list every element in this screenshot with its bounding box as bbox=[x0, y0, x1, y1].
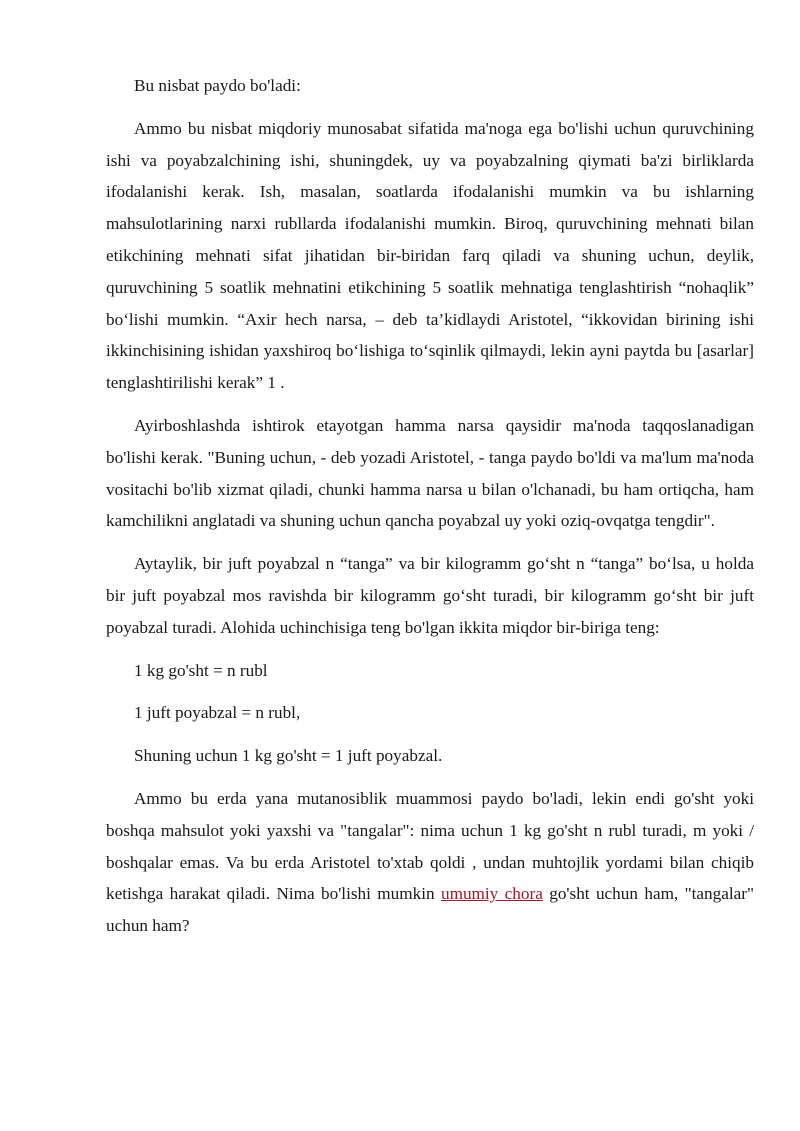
paragraph-text-before-link: Ammo bu erda yana mutanosiblik muammosi paydo bo'ladi, lekin endi go'sht yoki boshqa mahsulot yoki yaxshi va "tangalar": nima uchun 1 kg go'sht n rubl turadi, m yoki / boshqalar emas. Va bu erda Aristotel to'xtab qoldi , undan muhtojlik yordami bilan chiqib ketishga harakat qiladi. Nima bo'lishi mumkin bbox=[106, 788, 754, 904]
equation-shoes: 1 juft poyabzal = n rubl, bbox=[134, 703, 301, 723]
paragraph-exchange: Ayirboshlashda ishtirok etayotgan hamma narsa qaysidir ma'noda taqqoslanadigan bo'lishi kerak. "Buning uchun, - deb yozadi Aristotel, - tanga paydo bo'ldi va ma'lum ma'noda vositachi bo'lib xizmat qiladi, chunki hamma narsa u bilan o'lchanadi, bu ham ortiqcha, ham kamchilikni anglatadi va shuning uchun qancha poyabzal uy yoki oziq-ovqatga tengdir". bbox=[106, 415, 754, 531]
equation-meat: 1 kg go'sht = n rubl bbox=[134, 660, 268, 680]
paragraph-intro: Bu nisbat paydo bo'ladi: bbox=[134, 76, 301, 95]
paragraph-aristotle-labor: Ammo bu nisbat miqdoriy munosabat sifatida ma'noga ega bo'lishi uchun quruvchining ishi va poyabzalchining ishi, shuningdek, uy va poyabzalning qiymati ba'zi birliklarda ifodalanishi kerak. Ish, masalan, soatlarda ifodalanishi mumkin va bu ishlarning mahsulotlarining narxi rubllarda ifodalanishi mumkin. Biroq, quruvchining mehnati bilan etikchining mehnati sifat jihatidan bir-biridan farq qiladi va shuning uchun, deylik, quruvchining 5 soatlik mehnatini etikchining 5 soatlik mehnatiga tenglashtirish “nohaqlik” bo‘lishi mumkin. “Axir hech narsa, – deb ta’kidlaydi Aristotel, “ikkovidan birining ishi ikkinchisining ishidan yaxshiroq bo‘lishiga to‘sqinlik qilmaydi, lekin ayni paytda bu [asarlar] tenglashtirilishi kerak” 1 . bbox=[106, 118, 754, 393]
equation-result: Shuning uchun 1 kg go'sht = 1 juft poyabzal. bbox=[134, 746, 443, 766]
paragraph-proportionality bbox=[106, 783, 754, 942]
paragraph-shoes-meat: Aytaylik, bir juft poyabzal n “tanga” va bir kilogramm go‘sht n “tanga” bo‘lsa, u holda bir juft poyabzal mos ravishda bir kilogramm go‘sht turadi, bir kilogramm go‘sht bir juft poyabzal turadi. Alohida uchinchisiga teng bo'lgan ikkita miqdor bir-biriga teng: bbox=[106, 554, 754, 637]
document-page bbox=[106, 70, 754, 953]
paragraph-text-after-link: go'sht uchun ham, "tangalar" uchun ham? bbox=[106, 884, 754, 936]
common-measure-link[interactable]: umumiy chora bbox=[440, 884, 543, 904]
